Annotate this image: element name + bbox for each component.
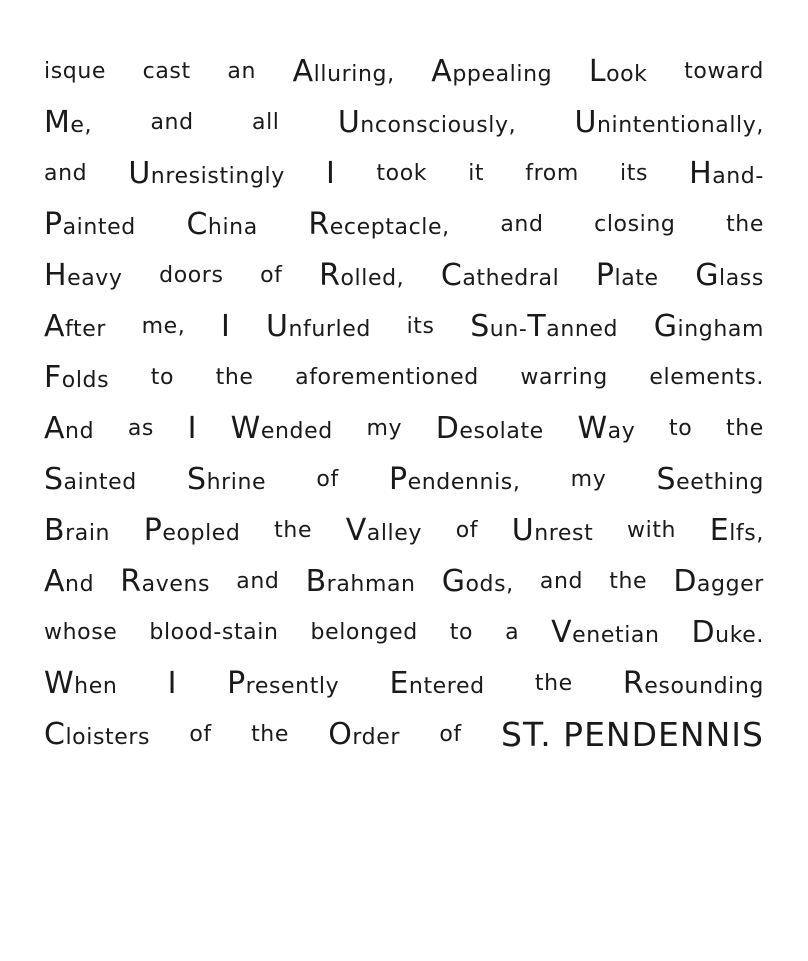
text-line: isque cast an Alluring, Appealing Look toward bbox=[44, 53, 764, 89]
text-line: and Unresistingly I took it from its Hand- bbox=[44, 155, 764, 191]
text-line: Heavy doors of Rolled, Cathedral Plate Glass bbox=[44, 257, 764, 293]
text-line: whose blood-stain belonged to a Venetian Duke. bbox=[44, 614, 764, 650]
text-line: Sainted Shrine of Pendennis, my Seething bbox=[44, 461, 764, 497]
text-line: Brain Peopled the Valley of Unrest with Elfs, bbox=[44, 512, 764, 548]
text-line: Folds to the aforementioned warring elements. bbox=[44, 359, 764, 395]
text-line: And Ravens and Brahman Gods, and the Dagger bbox=[44, 563, 764, 599]
text-line: When I Presently Entered the Resounding bbox=[44, 665, 764, 701]
text-line: And as I Wended my Desolate Way to the bbox=[44, 410, 764, 446]
text-line: Painted China Receptacle, and closing the bbox=[44, 206, 764, 242]
text-line: Me, and all Unconsciously, Unintentionally, bbox=[44, 104, 764, 140]
text-line: After me, I Unfurled its Sun-Tanned Gingham bbox=[44, 308, 764, 344]
document-text-block bbox=[44, 46, 764, 760]
text-line: Cloisters of the Order of ST. PENDENNIS bbox=[44, 715, 764, 754]
